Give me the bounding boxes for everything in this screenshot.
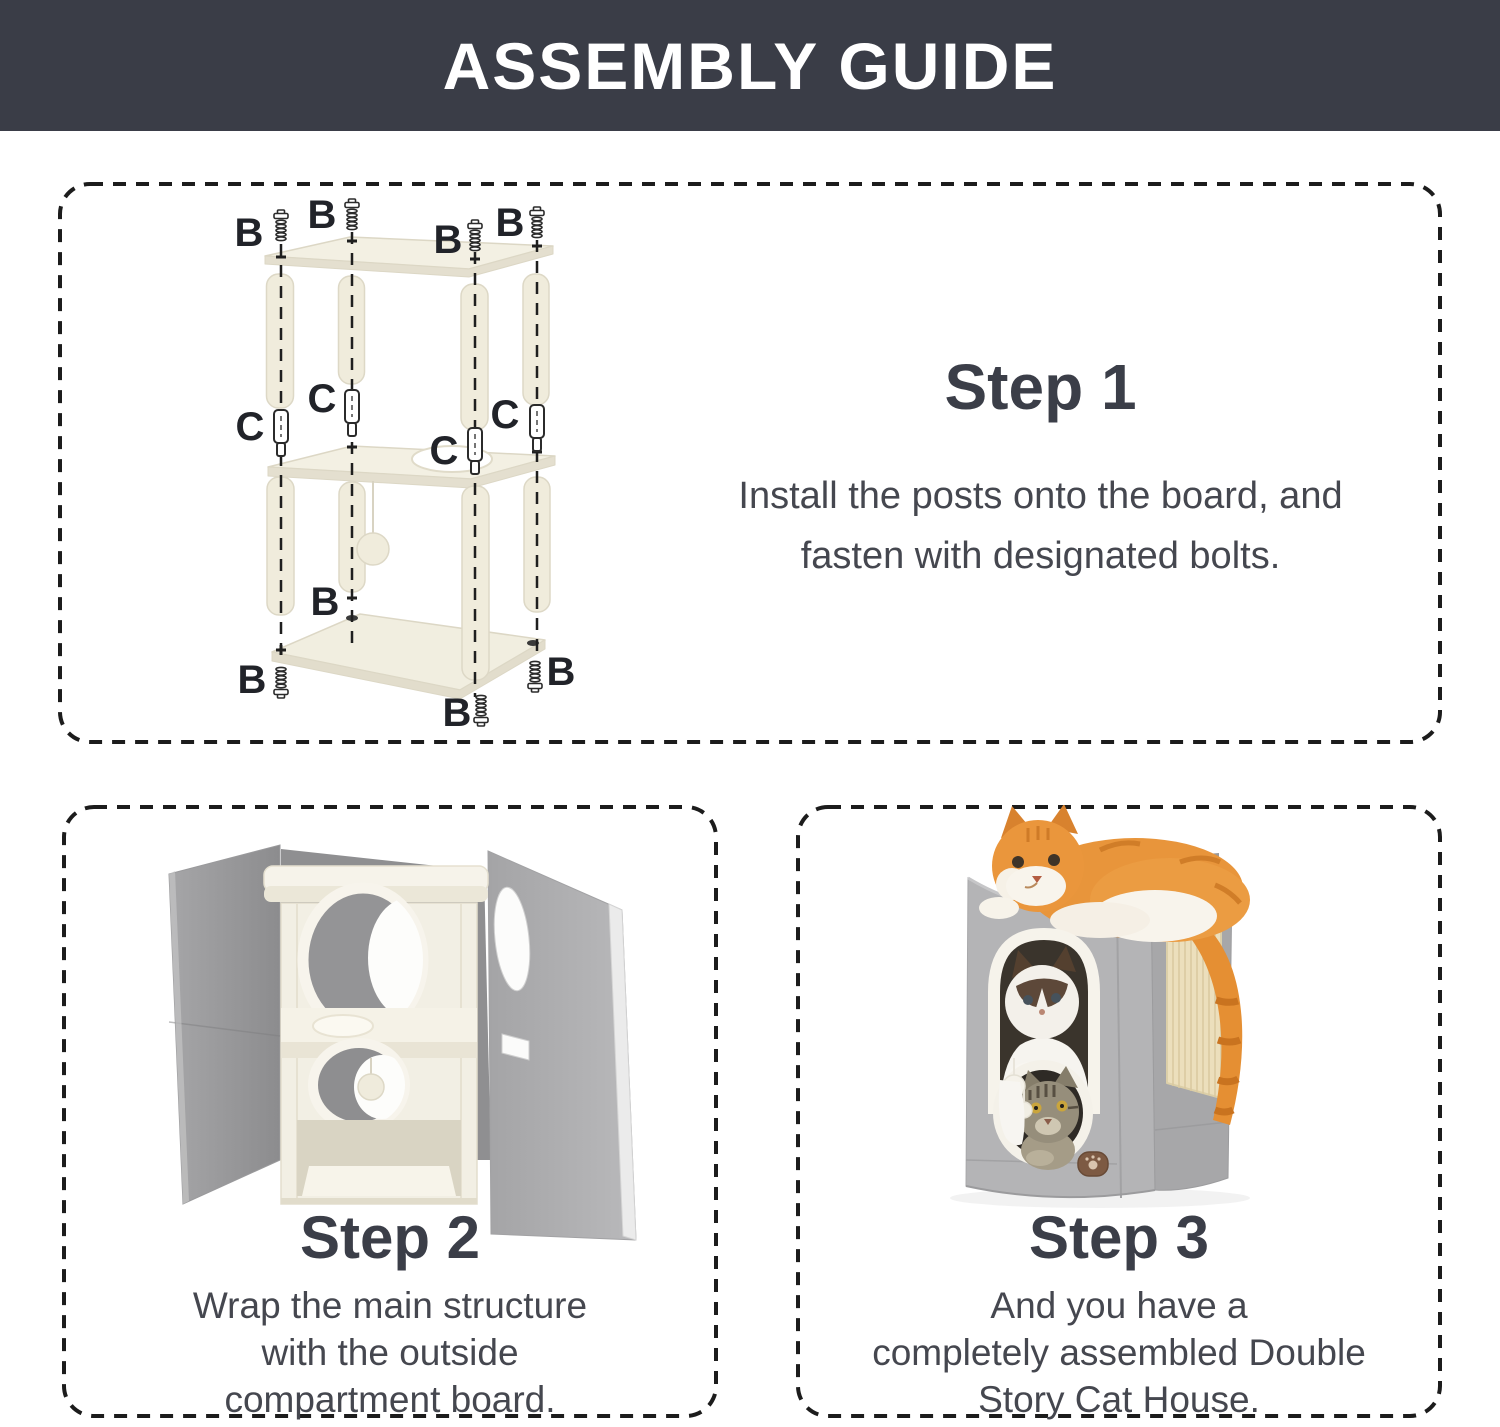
bolt-icon — [468, 220, 482, 251]
connector-icon — [274, 410, 288, 456]
connector-icon — [468, 428, 482, 474]
lower-opening — [998, 1058, 1088, 1170]
lower-compartment-opening — [313, 1043, 410, 1127]
bolt-icon — [345, 199, 359, 230]
middle-board — [268, 446, 555, 488]
step3-panel — [796, 805, 1442, 1418]
part-label-b: B — [310, 580, 340, 624]
step2-title: Step 2 — [299, 1204, 481, 1271]
step3-description — [796, 1282, 1442, 1423]
header-bar — [0, 0, 1500, 131]
step2-description — [62, 1282, 718, 1423]
step3-caption — [796, 1203, 1442, 1423]
part-label-c: C — [429, 429, 459, 473]
connector-icon — [345, 390, 359, 436]
part-label-b: B — [442, 691, 472, 735]
step1-panel — [58, 182, 1442, 744]
bottom-compartment — [297, 1120, 461, 1196]
step1-title: Step 1 — [944, 351, 1137, 423]
bolt-icon — [474, 695, 488, 726]
step2-panel — [62, 805, 718, 1418]
brand-logo-patch — [1078, 1152, 1108, 1176]
main-structure — [264, 866, 488, 1204]
bolt-icon — [274, 210, 288, 241]
part-label-c: C — [490, 393, 520, 437]
hanging-ball-toy — [358, 1074, 384, 1100]
step1-description-line: Install the posts onto the board, and — [738, 475, 1343, 517]
bolt-icon — [274, 667, 288, 698]
step2-description-line: Wrap the main structure — [192, 1285, 588, 1326]
part-label-c: C — [235, 405, 265, 449]
bolt-icon — [528, 661, 542, 692]
part-label-b: B — [433, 218, 463, 262]
shelf-hole — [313, 1015, 373, 1037]
step2-caption — [62, 1203, 718, 1423]
left-wrap-panel — [169, 845, 280, 1204]
step2-description-line: compartment board. — [224, 1379, 556, 1420]
step1-description-line: fasten with designated bolts. — [800, 535, 1281, 577]
part-label-c: C — [307, 377, 337, 421]
part-label-b: B — [495, 201, 525, 245]
step3-description-line: And you have a — [990, 1285, 1248, 1326]
step3-description-line: completely assembled Double — [872, 1332, 1366, 1373]
step2-description-line: with the outside — [261, 1332, 519, 1373]
connector-icon — [530, 405, 544, 451]
step1-caption — [673, 182, 1408, 744]
cat-head — [992, 805, 1084, 912]
bolt-icon — [530, 207, 544, 238]
part-label-b: B — [307, 193, 337, 237]
step1-description — [738, 466, 1342, 586]
right-wrap-panel — [488, 851, 636, 1240]
part-label-b: B — [237, 658, 267, 702]
part-label-b: B — [234, 211, 264, 255]
bottom-board — [272, 614, 545, 699]
step3-title: Step 3 — [1028, 1204, 1210, 1271]
step3-description-line: Story Cat House. — [978, 1379, 1260, 1420]
part-label-b: B — [546, 650, 576, 694]
page-title: ASSEMBLY GUIDE — [442, 28, 1058, 103]
